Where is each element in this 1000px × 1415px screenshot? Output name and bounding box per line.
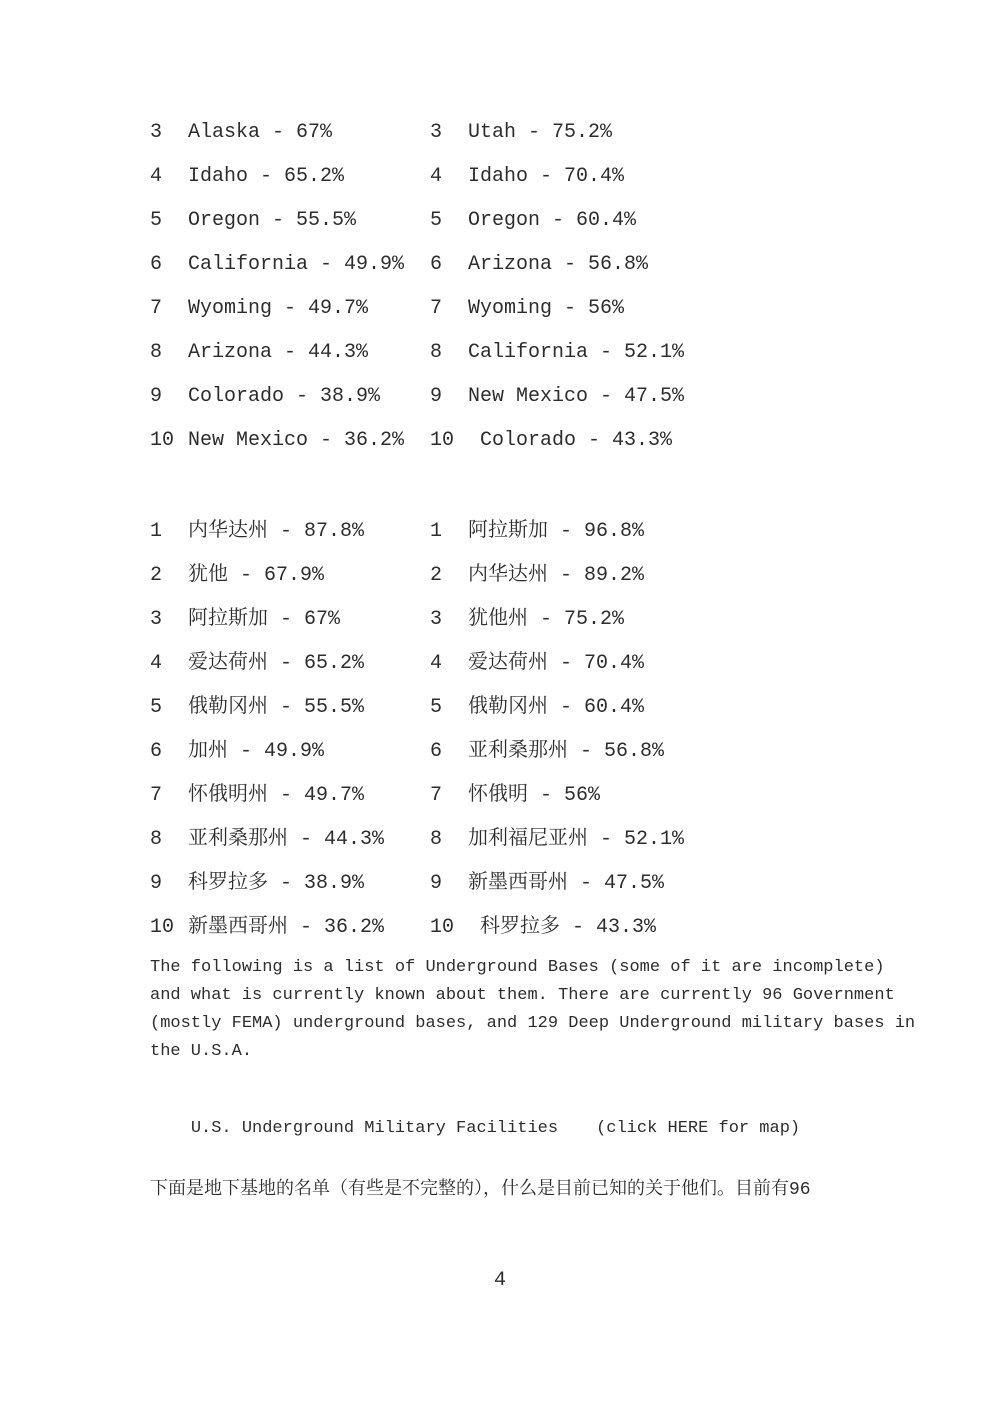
ranking-label: Alaska - 67% xyxy=(188,121,333,144)
ranking-label: 亚利桑那州 - 56.8% xyxy=(468,740,665,763)
ranking-rank: 8 xyxy=(430,341,443,364)
ranking-label: 科罗拉多 - 38.9% xyxy=(188,872,365,895)
ranking-item xyxy=(150,906,430,950)
chinese-state-rankings xyxy=(150,510,684,950)
ranking-rank: 5 xyxy=(150,696,163,719)
ranking-rank: 3 xyxy=(150,121,163,144)
ranking-label: 犹他州 - 75.2% xyxy=(468,608,625,631)
ranking-label: Arizona - 56.8% xyxy=(468,253,649,276)
chinese-rankings-right-column xyxy=(430,510,684,950)
ranking-label: 怀俄明 - 56% xyxy=(468,784,601,807)
ranking-item xyxy=(150,642,430,686)
ranking-item xyxy=(430,862,684,906)
ranking-item xyxy=(430,686,684,730)
ranking-rank: 5 xyxy=(430,209,443,232)
chinese-rankings-left-column xyxy=(150,510,430,950)
ranking-item xyxy=(430,111,684,155)
ranking-rank: 7 xyxy=(150,297,163,320)
ranking-rank: 6 xyxy=(150,740,163,763)
english-rankings-left-column xyxy=(150,111,430,463)
chinese-paragraph: 下面是地下基地的名单（有些是不完整的），什么是目前已知的关于他们。目前有96 xyxy=(150,1180,811,1200)
ranking-label: 爱达荷州 - 65.2% xyxy=(188,652,365,675)
ranking-rank: 7 xyxy=(430,297,443,320)
ranking-label: New Mexico - 47.5% xyxy=(468,385,685,408)
ranking-rank: 7 xyxy=(430,784,443,807)
ranking-item xyxy=(430,554,684,598)
ranking-label: 怀俄明州 - 49.7% xyxy=(188,784,365,807)
ranking-item xyxy=(430,642,684,686)
ranking-item xyxy=(430,375,684,419)
ranking-item xyxy=(430,906,684,950)
ranking-label: 俄勒冈州 - 60.4% xyxy=(468,696,645,719)
ranking-label: 加利福尼亚州 - 52.1% xyxy=(468,828,685,851)
paragraph-line: (mostly FEMA) underground bases, and 129 Deep Underground military bases in xyxy=(150,1014,916,1033)
ranking-item xyxy=(150,287,430,331)
ranking-rank: 10 xyxy=(430,916,455,939)
ranking-rank: 8 xyxy=(150,828,163,851)
ranking-item xyxy=(150,774,430,818)
ranking-item xyxy=(430,730,684,774)
ranking-item xyxy=(150,419,430,463)
ranking-label: Idaho - 70.4% xyxy=(468,165,625,188)
ranking-label: 阿拉斯加 - 96.8% xyxy=(468,520,645,543)
english-rankings-right-column xyxy=(430,111,684,463)
ranking-rank: 4 xyxy=(430,165,443,188)
ranking-rank: 10 xyxy=(150,429,175,452)
ranking-label: 新墨西哥州 - 36.2% xyxy=(188,916,385,939)
ranking-item xyxy=(430,199,684,243)
ranking-item xyxy=(150,686,430,730)
paragraph-line: the U.S.A. xyxy=(150,1042,253,1061)
facilities-title: U.S. Underground Military Facilities xyxy=(190,1119,559,1138)
ranking-label: Idaho - 65.2% xyxy=(188,165,345,188)
ranking-rank: 8 xyxy=(150,341,163,364)
ranking-rank: 9 xyxy=(150,872,163,895)
ranking-rank: 5 xyxy=(150,209,163,232)
ranking-item xyxy=(150,331,430,375)
ranking-rank: 8 xyxy=(430,828,443,851)
ranking-item xyxy=(430,818,684,862)
ranking-item xyxy=(150,554,430,598)
ranking-label: Colorado - 43.3% xyxy=(468,429,673,452)
ranking-rank: 2 xyxy=(150,564,163,587)
ranking-rank: 5 xyxy=(430,696,443,719)
page-number: 4 xyxy=(493,1269,506,1292)
ranking-label: New Mexico - 36.2% xyxy=(188,429,405,452)
ranking-label: California - 49.9% xyxy=(188,253,405,276)
ranking-label: 俄勒冈州 - 55.5% xyxy=(188,696,365,719)
ranking-rank: 10 xyxy=(150,916,175,939)
ranking-label: 犹他 - 67.9% xyxy=(188,564,325,587)
ranking-label: California - 52.1% xyxy=(468,341,685,364)
ranking-item xyxy=(150,199,430,243)
ranking-item xyxy=(430,774,684,818)
ranking-label: 阿拉斯加 - 67% xyxy=(188,608,341,631)
ranking-rank: 6 xyxy=(430,740,443,763)
ranking-rank: 4 xyxy=(150,652,163,675)
facilities-heading-line xyxy=(150,1087,800,1171)
ranking-item xyxy=(430,331,684,375)
ranking-rank: 9 xyxy=(430,872,443,895)
ranking-item xyxy=(430,419,684,463)
ranking-rank: 3 xyxy=(150,608,163,631)
ranking-item xyxy=(150,243,430,287)
ranking-item xyxy=(150,155,430,199)
ranking-item xyxy=(150,598,430,642)
ranking-rank: 1 xyxy=(150,520,163,543)
ranking-label: 亚利桑那州 - 44.3% xyxy=(188,828,385,851)
ranking-label: Wyoming - 49.7% xyxy=(188,297,369,320)
ranking-label: 爱达荷州 - 70.4% xyxy=(468,652,645,675)
ranking-item xyxy=(150,862,430,906)
ranking-rank: 6 xyxy=(150,253,163,276)
map-link[interactable]: (click HERE for map) xyxy=(596,1119,801,1138)
ranking-label: Arizona - 44.3% xyxy=(188,341,369,364)
ranking-rank: 7 xyxy=(150,784,163,807)
ranking-label: 内华达州 - 89.2% xyxy=(468,564,645,587)
ranking-rank: 10 xyxy=(430,429,455,452)
ranking-item xyxy=(430,510,684,554)
ranking-rank: 1 xyxy=(430,520,443,543)
ranking-label: Utah - 75.2% xyxy=(468,121,613,144)
ranking-item xyxy=(150,818,430,862)
paragraph-line: The following is a list of Underground Bases (some of it are incomplete) xyxy=(150,958,885,977)
ranking-rank: 3 xyxy=(430,608,443,631)
ranking-rank: 9 xyxy=(150,385,163,408)
ranking-rank: 3 xyxy=(430,121,443,144)
ranking-label: 加州 - 49.9% xyxy=(188,740,325,763)
ranking-item xyxy=(430,243,684,287)
ranking-rank: 2 xyxy=(430,564,443,587)
paragraph-line: and what is currently known about them. There are currently 96 Government xyxy=(150,986,895,1005)
ranking-label: Colorado - 38.9% xyxy=(188,385,381,408)
underground-bases-paragraph xyxy=(150,954,915,1066)
ranking-label: Oregon - 55.5% xyxy=(188,209,357,232)
ranking-item xyxy=(150,111,430,155)
english-state-rankings xyxy=(150,111,684,463)
ranking-label: Oregon - 60.4% xyxy=(468,209,637,232)
ranking-rank: 4 xyxy=(150,165,163,188)
ranking-item xyxy=(430,155,684,199)
ranking-item xyxy=(430,287,684,331)
ranking-label: 科罗拉多 - 43.3% xyxy=(468,916,657,939)
ranking-rank: 9 xyxy=(430,385,443,408)
ranking-label: Wyoming - 56% xyxy=(468,297,625,320)
ranking-item xyxy=(430,598,684,642)
ranking-label: 新墨西哥州 - 47.5% xyxy=(468,872,665,895)
ranking-item xyxy=(150,730,430,774)
ranking-item xyxy=(150,510,430,554)
ranking-rank: 4 xyxy=(430,652,443,675)
ranking-label: 内华达州 - 87.8% xyxy=(188,520,365,543)
ranking-rank: 6 xyxy=(430,253,443,276)
ranking-item xyxy=(150,375,430,419)
